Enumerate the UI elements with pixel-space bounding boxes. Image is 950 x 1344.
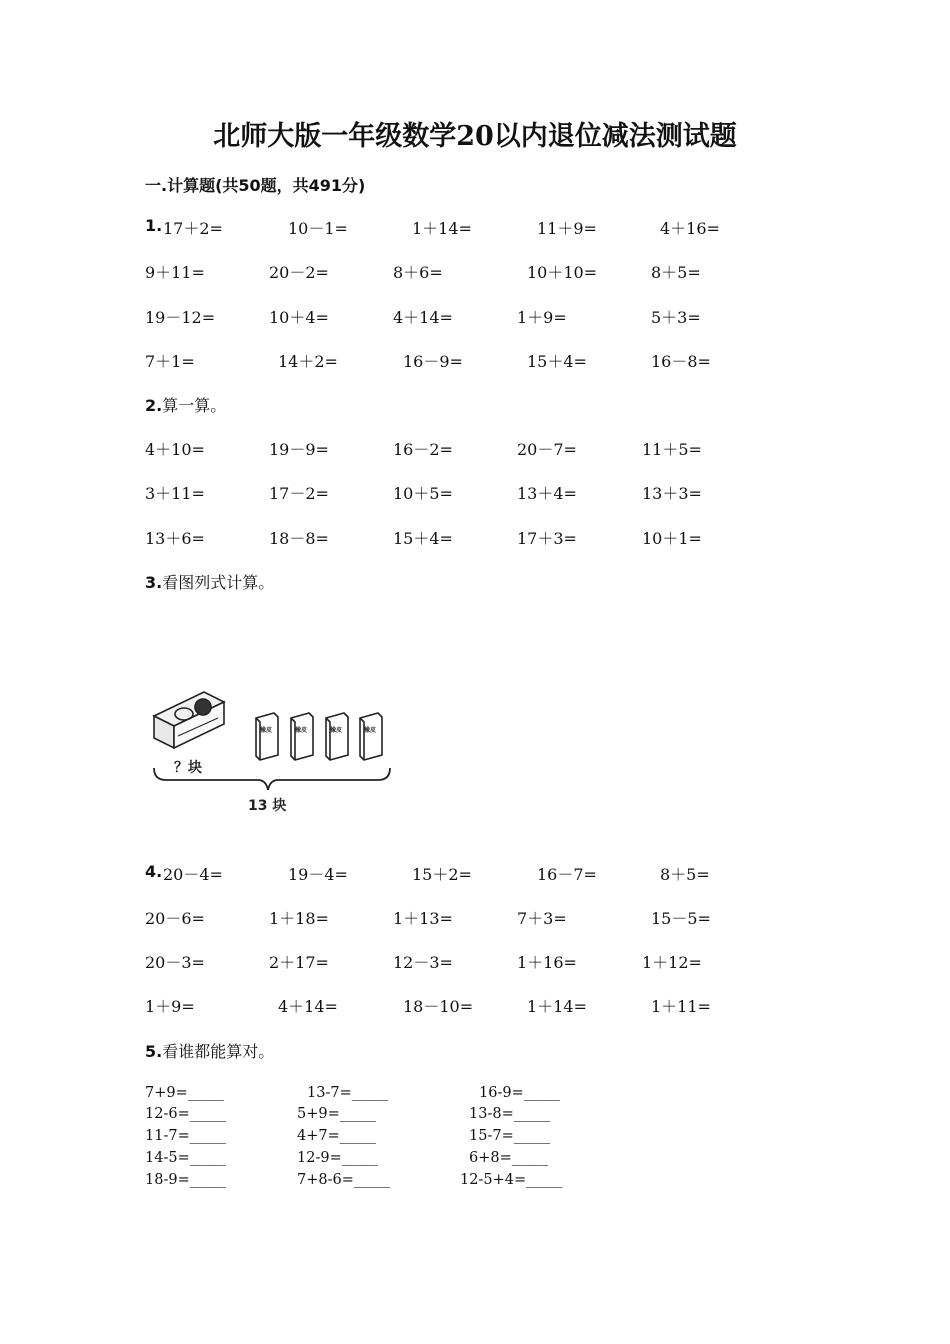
fill-blank-problem: 5+9=_____ <box>297 1106 376 1122</box>
fill-blank-problem: 13-8=_____ <box>469 1106 550 1122</box>
fill-blank-problem: 12-6=_____ <box>145 1106 226 1122</box>
problem: 1＋14= <box>412 219 472 238</box>
fill-blank-problem: 12-5+4=_____ <box>460 1172 563 1188</box>
problem: 1＋18= <box>269 909 329 928</box>
fill-blank-problem: 11-7=_____ <box>145 1128 226 1144</box>
problem: 15＋4= <box>527 352 587 371</box>
problem: 8＋5= <box>660 865 710 884</box>
q3-label: 看图列式计算。 <box>162 573 275 592</box>
problem: 8＋5= <box>651 263 701 282</box>
problem: 18－10= <box>403 997 474 1016</box>
problem: 20－3= <box>145 953 205 972</box>
fill-blank-problem: 14-5=_____ <box>145 1150 226 1166</box>
page-title: 北师大版一年级数学20以内退位减法测试题 <box>213 121 737 152</box>
problem: 5＋3= <box>651 308 701 327</box>
problem: 15＋2= <box>412 865 472 884</box>
problem: 1＋9= <box>517 308 567 327</box>
problem: 4＋10= <box>145 440 205 459</box>
problem: 7＋3= <box>517 909 567 928</box>
problem: 7＋1= <box>145 352 195 371</box>
problem: 1＋13= <box>393 909 453 928</box>
problem: 16－9= <box>403 352 463 371</box>
q3-number: 3. <box>145 573 163 592</box>
eraser-illustration <box>148 686 398 818</box>
fill-blank-problem: 12-9=_____ <box>297 1150 378 1166</box>
problem: 17＋2= <box>163 219 223 238</box>
problem: 17－2= <box>269 484 329 503</box>
fill-blank-problem: 6+8=_____ <box>469 1150 548 1166</box>
q2-heading <box>145 393 226 416</box>
q2-label: 算一算。 <box>162 396 227 415</box>
problem: 16－8= <box>651 352 711 371</box>
fill-blank-problem: 18-9=_____ <box>145 1172 226 1188</box>
problem: 13＋6= <box>145 529 205 548</box>
fill-blank-problem: 15-7=_____ <box>469 1128 550 1144</box>
q3-heading <box>145 570 274 593</box>
eraser-box-icon <box>154 692 224 748</box>
eraser-label: 橡皮 <box>364 727 377 734</box>
problem: 10＋1= <box>642 529 702 548</box>
eraser-icon <box>326 713 348 760</box>
problem: 20－4= <box>163 865 223 884</box>
eraser-icon <box>291 713 313 760</box>
section-heading: 一.计算题(共50题，共491分) <box>145 176 366 195</box>
fill-blank-problem: 16-9=_____ <box>479 1085 560 1101</box>
fill-blank-problem: 13-7=_____ <box>307 1085 388 1101</box>
eraser-label: 橡皮 <box>295 727 308 734</box>
problem: 4＋16= <box>660 219 720 238</box>
problem: 20－7= <box>517 440 577 459</box>
problem: 1＋12= <box>642 953 702 972</box>
fill-blank-problem: 7+8-6=_____ <box>297 1172 391 1188</box>
eraser-label: 橡皮 <box>260 727 273 734</box>
q4-number: 4. <box>145 862 163 881</box>
q5-number: 5. <box>145 1042 163 1061</box>
eraser-icon <box>256 713 278 760</box>
problem: 8＋6= <box>393 263 443 282</box>
q1-number: 1. <box>145 216 163 235</box>
problem: 19－9= <box>269 440 329 459</box>
problem: 1＋16= <box>517 953 577 972</box>
q5-label: 看谁都能算对。 <box>162 1042 275 1061</box>
problem: 15＋4= <box>393 529 453 548</box>
problem: 13＋3= <box>642 484 702 503</box>
problem: 13＋4= <box>517 484 577 503</box>
problem: 15－5= <box>651 909 711 928</box>
problem: 4＋14= <box>393 308 453 327</box>
q5-heading <box>145 1039 274 1062</box>
problem: 10＋5= <box>393 484 453 503</box>
eraser-figure <box>148 686 398 822</box>
problem: 1＋9= <box>145 997 195 1016</box>
eraser-label: 橡皮 <box>330 727 343 734</box>
problem: 10＋4= <box>269 308 329 327</box>
problem: 19－12= <box>145 308 216 327</box>
fill-blank-problem: 4+7=_____ <box>297 1128 376 1144</box>
total-count-label: 13 块 <box>248 798 287 814</box>
problem: 11＋9= <box>537 219 597 238</box>
problem: 19－4= <box>288 865 348 884</box>
problem: 4＋14= <box>278 997 338 1016</box>
problem: 1＋14= <box>527 997 587 1016</box>
problem: 2＋17= <box>269 953 329 972</box>
problem: 17＋3= <box>517 529 577 548</box>
problem: 20－6= <box>145 909 205 928</box>
q2-number: 2. <box>145 396 163 415</box>
problem: 14＋2= <box>278 352 338 371</box>
problem: 16－7= <box>537 865 597 884</box>
unknown-count-label: ？块 <box>174 760 202 776</box>
problem: 12－3= <box>393 953 453 972</box>
problem: 10－1= <box>288 219 348 238</box>
problem: 18－8= <box>269 529 329 548</box>
problem: 11＋5= <box>642 440 702 459</box>
problem: 16－2= <box>393 440 453 459</box>
problem: 20－2= <box>269 263 329 282</box>
problem: 9＋11= <box>145 263 205 282</box>
problem: 10＋10= <box>527 263 598 282</box>
fill-blank-problem: 7+9=_____ <box>145 1085 224 1101</box>
eraser-icon <box>360 713 382 760</box>
problem: 3＋11= <box>145 484 205 503</box>
problem: 1＋11= <box>651 997 711 1016</box>
